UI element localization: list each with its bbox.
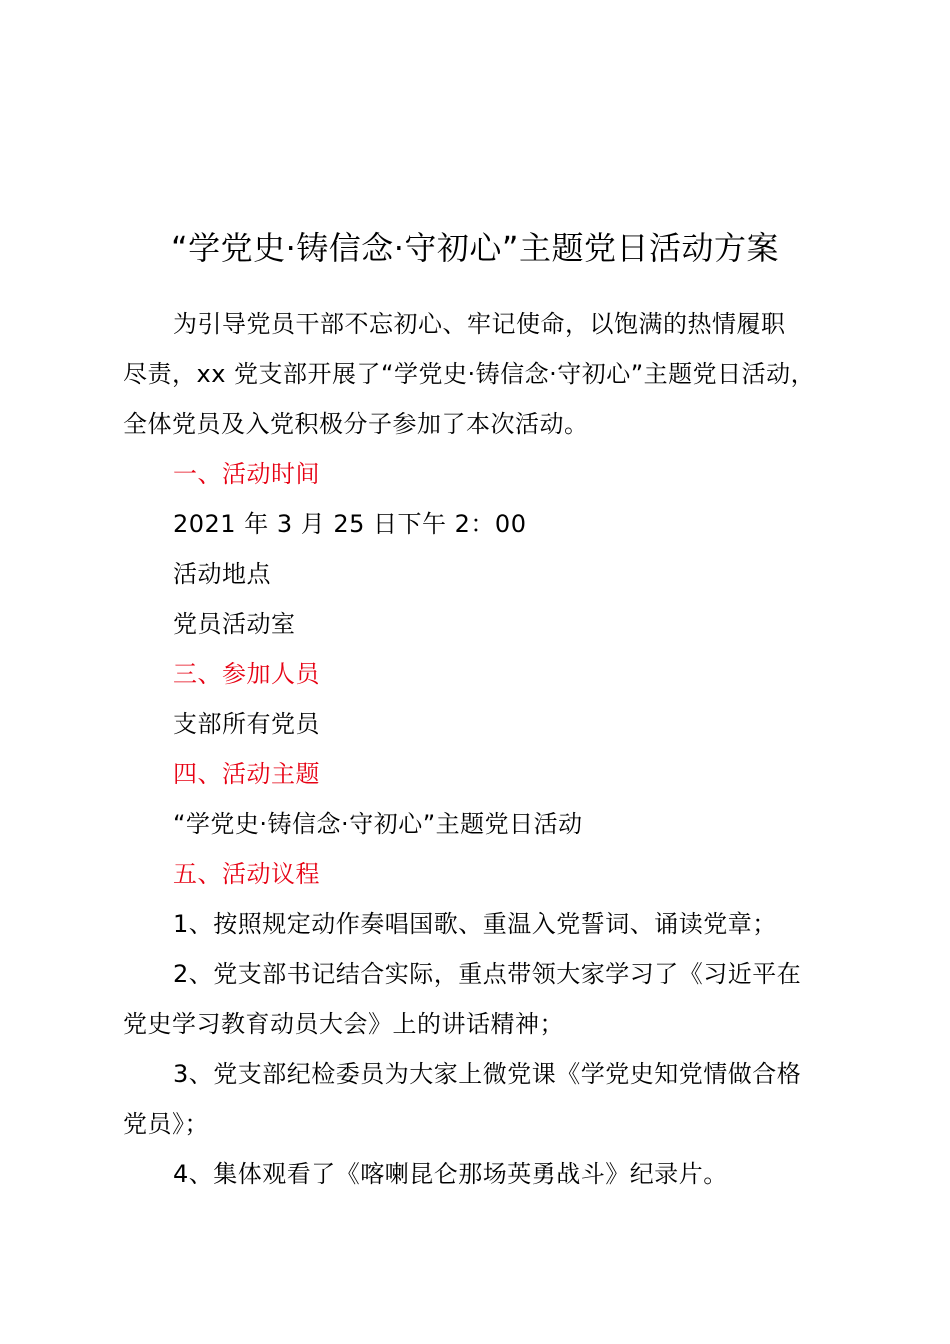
activity-time-value: 2021 年 3 月 25 日下午 2：00 [173, 510, 527, 538]
section-heading-place: 活动地点 [173, 560, 271, 588]
agenda-item-1: 1、按照规定动作奏唱国歌、重温入党誓词、诵读党章； [173, 910, 777, 938]
section-heading-theme: 四、活动主题 [173, 760, 320, 788]
agenda-item-3-line-1: 3、党支部纪检委员为大家上微党课《学党史知党情做合格 [173, 1060, 802, 1088]
section-heading-time: 一、活动时间 [173, 460, 320, 488]
document-title: “学党史·铸信念·守初心”主题党日活动方案 [170, 229, 779, 267]
agenda-item-3-line-2: 党员》； [123, 1110, 209, 1138]
intro-line-2: 尽责，xx 党支部开展了“学党史·铸信念·守初心”主题党日活动， [123, 360, 816, 388]
intro-line-3: 全体党员及入党积极分子参加了本次活动。 [123, 410, 589, 438]
agenda-item-4: 4、集体观看了《喀喇昆仑那场英勇战斗》纪录片。 [173, 1160, 728, 1188]
participants-value: 支部所有党员 [173, 710, 320, 738]
section-heading-agenda: 五、活动议程 [173, 860, 320, 888]
agenda-item-2-line-2: 党史学习教育动员大会》上的讲话精神； [123, 1010, 564, 1038]
section-heading-people: 三、参加人员 [173, 660, 320, 688]
intro-line-1: 为引导党员干部不忘初心、牢记使命，以饱满的热情履职 [173, 310, 786, 338]
activity-place-value: 党员活动室 [173, 610, 296, 638]
activity-theme-value: “学党史·铸信念·守初心”主题党日活动 [173, 810, 583, 838]
agenda-item-2-line-1: 2、党支部书记结合实际，重点带领大家学习了《习近平在 [173, 960, 802, 988]
